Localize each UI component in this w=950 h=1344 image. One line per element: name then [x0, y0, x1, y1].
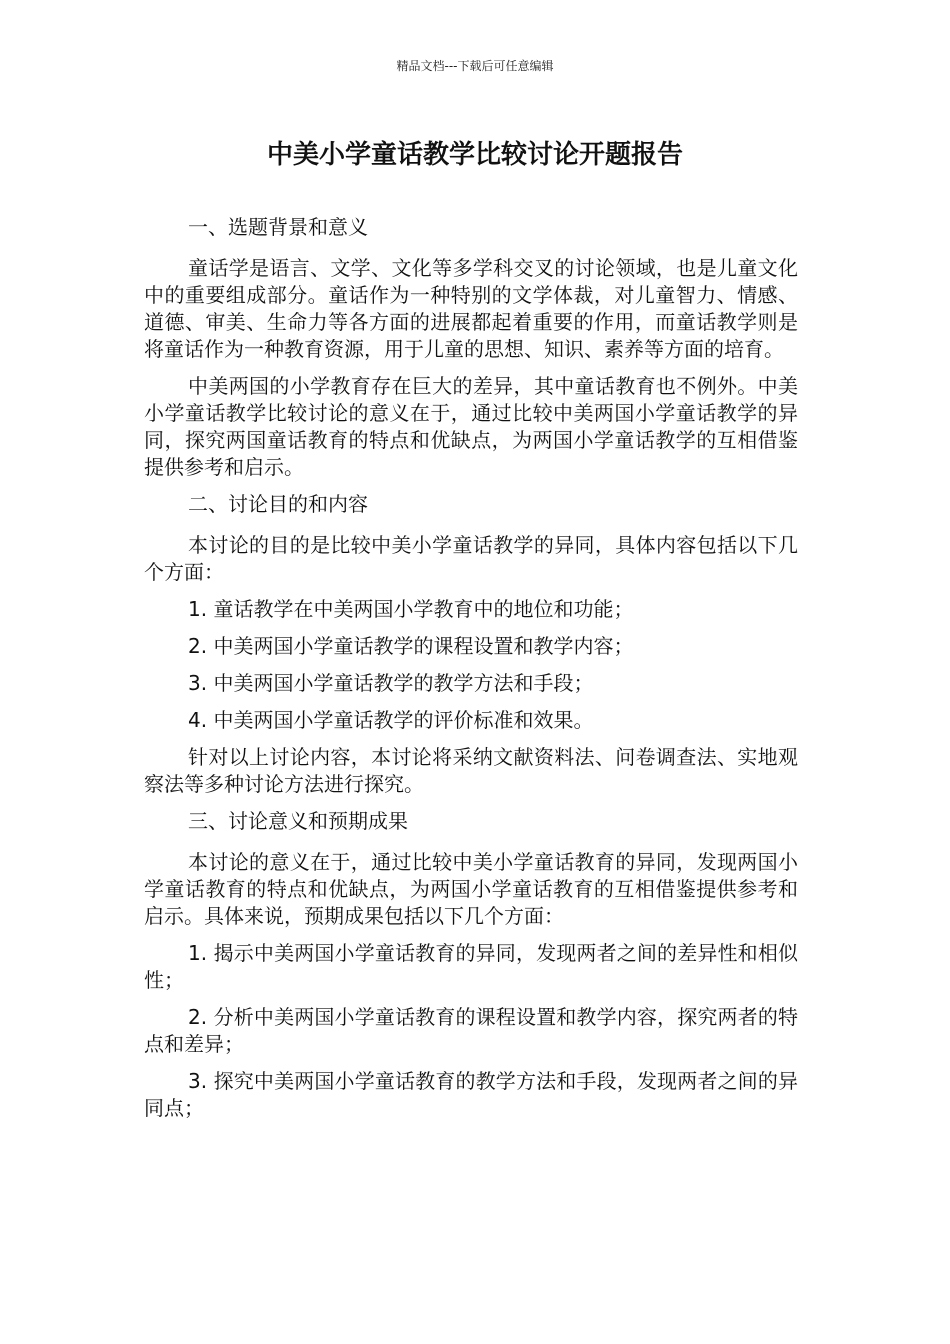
- section-heading-background: 一、选题背景和意义: [188, 215, 368, 239]
- section-heading-significance: 三、讨论意义和预期成果: [188, 809, 408, 833]
- paragraph-background-1: 童话学是语言、文学、文化等多学科交叉的讨论领域，也是儿童文化中的重要组成部分。童话作为一种特别的文学体裁，对儿童智力、情感、道德、审美、生命力等各方面的进展都起着重要的作用，而童话教学则是将童话作为一种教育资源，用于儿童的思想、知识、素养等方面的培育。: [144, 256, 798, 361]
- list-item-outcome-1: 1. 揭示中美两国小学童话教育的异同，发现两者之间的差异性和相似性；: [144, 941, 798, 992]
- list-item-outcome-3: 3. 探究中美两国小学童话教育的教学方法和手段，发现两者之间的异同点；: [144, 1069, 798, 1120]
- document-title: 中美小学童话教学比较讨论开题报告: [266, 140, 683, 170]
- list-item-purpose-3: 3. 中美两国小学童话教学的教学方法和手段；: [188, 671, 594, 695]
- paragraph-methods: 针对以上讨论内容，本讨论将采纳文献资料法、问卷调查法、实地观察法等多种讨论方法进行探究。: [144, 745, 798, 796]
- paragraph-significance: 本讨论的意义在于，通过比较中美小学童话教育的异同，发现两国小学童话教育的特点和优缺点，为两国小学童话教育的互相借鉴提供参考和启示。具体来说，预期成果包括以下几个方面：: [144, 850, 798, 928]
- list-item-purpose-1: 1. 童话教学在中美两国小学教育中的地位和功能；: [188, 597, 634, 621]
- list-item-purpose-4: 4. 中美两国小学童话教学的评价标准和效果。: [188, 708, 594, 732]
- header-note: 精品文档---下载后可任意编辑: [396, 59, 554, 73]
- list-item-outcome-2: 2. 分析中美两国小学童话教育的课程设置和教学内容，探究两者的特点和差异；: [144, 1005, 798, 1056]
- paragraph-purpose-intro: 本讨论的目的是比较中美小学童话教学的异同，具体内容包括以下几个方面：: [144, 533, 798, 584]
- document-body: [144, 214, 798, 1132]
- section-heading-purpose: 二、讨论目的和内容: [188, 492, 368, 516]
- list-item-purpose-2: 2. 中美两国小学童话教学的课程设置和教学内容；: [188, 634, 634, 658]
- paragraph-background-2: 中美两国的小学教育存在巨大的差异，其中童话教育也不例外。中美小学童话教学比较讨论的意义在于，通过比较中美两国小学童话教学的异同，探究两国童话教育的特点和优缺点，为两国小学童话教学的互相借鉴提供参考和启示。: [144, 374, 798, 479]
